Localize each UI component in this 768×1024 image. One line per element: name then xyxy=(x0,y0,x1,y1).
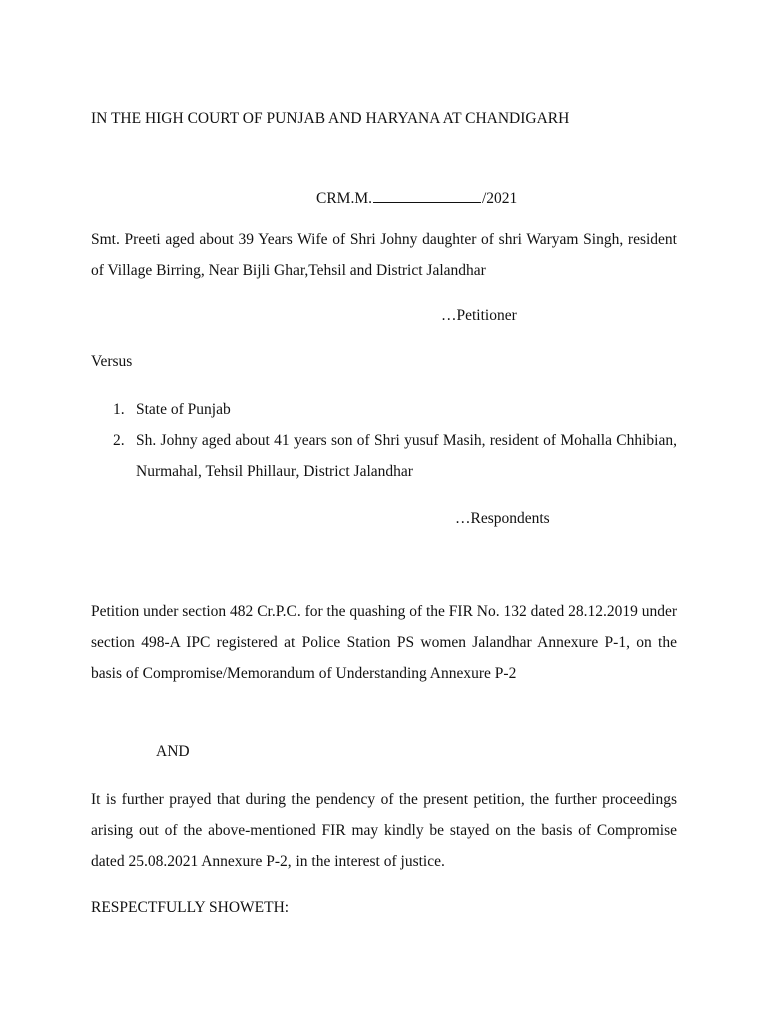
respondent-item xyxy=(91,394,677,425)
prayer-paragraph: It is further prayed that during the pendency of the present petition, the further proceedings arising out of the above-mentioned FIR may kindly be stayed on the basis of Compromise dated 25.08.2021 Annexure P-2, in the interest of justice. xyxy=(91,791,677,870)
case-number-blank xyxy=(373,188,481,203)
respondent-item xyxy=(91,425,677,487)
petition-description: Petition under section 482 Cr.P.C. for the quashing of the FIR No. 132 dated 28.12.2019 under section 498-A IPC registered at Police Station PS women Jalandhar Annexure P-1, on the basis of Compromise/Memorandum of Understanding Annexure P-2 xyxy=(91,603,677,682)
case-number-year: /2021 xyxy=(482,190,518,207)
and-conjunction: AND xyxy=(156,743,190,760)
versus-label: Versus xyxy=(91,353,133,370)
case-number-prefix: CRM.M. xyxy=(316,190,372,207)
respectfully-showeth-heading: RESPECTFULLY SHOWETH: xyxy=(91,899,290,916)
respondent-number: 1. xyxy=(113,401,125,418)
case-number xyxy=(316,188,517,209)
respondent-number: 2. xyxy=(113,432,125,449)
respondent-text: Sh. Johny aged about 41 years son of Shri yusuf Masih, resident of Mohalla Chhibian, Nurmahal, Tehsil Phillaur, District Jalandhar xyxy=(136,432,677,480)
respondents-label: …Respondents xyxy=(455,510,550,527)
court-title: IN THE HIGH COURT OF PUNJAB AND HARYANA AT CHANDIGARH xyxy=(91,110,570,127)
respondents-list xyxy=(91,394,677,487)
petitioner-description: Smt. Preeti aged about 39 Years Wife of Shri Johny daughter of shri Waryam Singh, resident of Village Birring, Near Bijli Ghar,Tehsil and District Jalandhar xyxy=(91,231,677,279)
respondent-text: State of Punjab xyxy=(136,401,231,418)
petitioner-label: …Petitioner xyxy=(441,307,517,324)
